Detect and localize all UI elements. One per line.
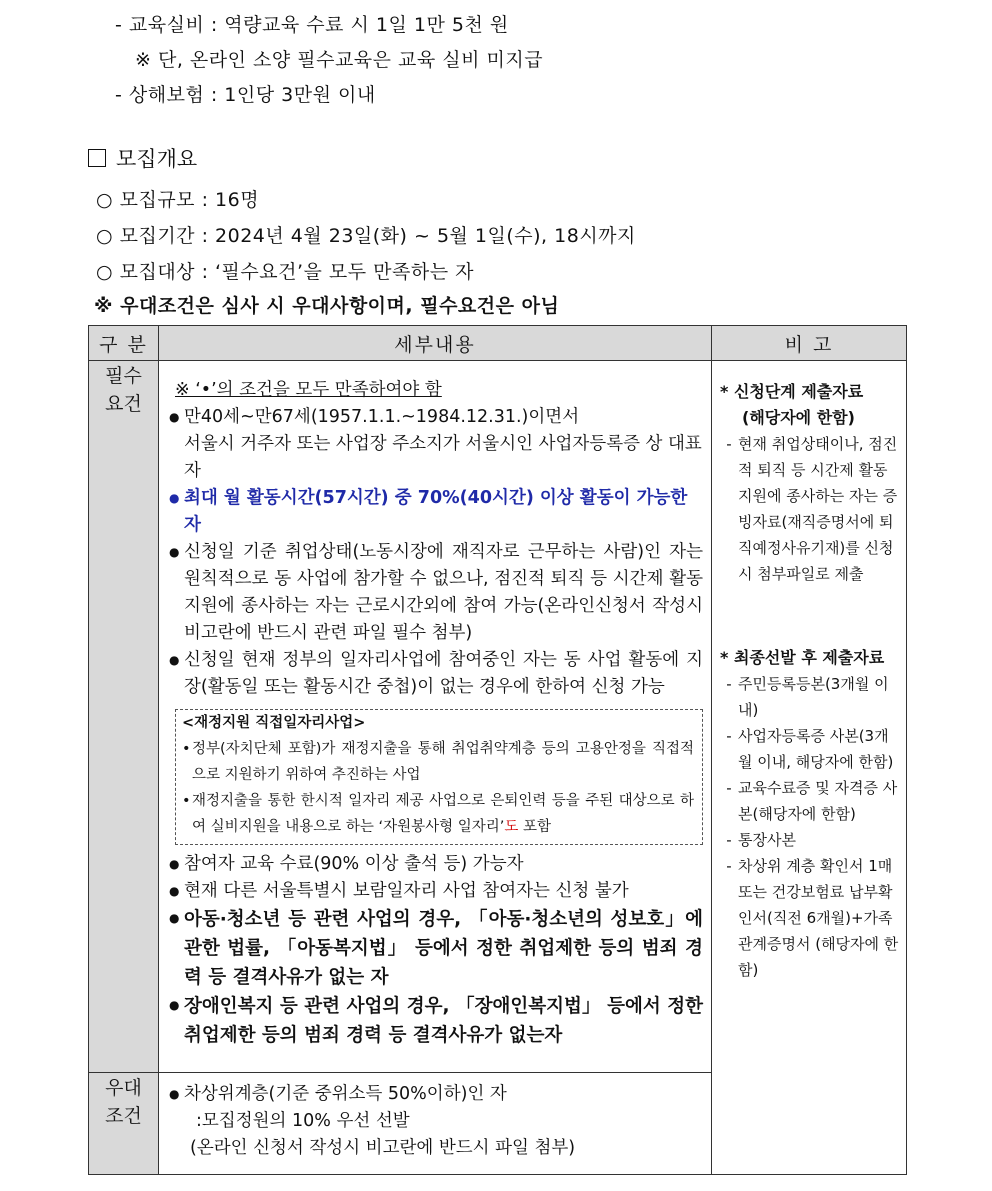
youth-condition: 아동·청소년 등 관련 사업의 경우, 「아동·청소년의 성보호」에 관한 법률, 「아동복지법」 등에서 정한 취업제한 등의 범죄 경력 등 결격사유가 없는 자 bbox=[184, 909, 703, 988]
list-item: ● 장애인복지 등 관련 사업의 경우, 「장애인복지법」 등에서 정한 취업제한 등의 범죄 경력 등 결격사유가 없는자 bbox=[169, 992, 703, 1050]
preferred-label: 우대 조건 bbox=[89, 1073, 159, 1175]
training-condition: 참여자 교육 수료(90% 이상 출석 등) 가능자 bbox=[184, 854, 524, 874]
list-item: - 사업자등록증 사본(3개월 이내, 해당자에 한함) bbox=[726, 727, 894, 771]
note-heading: * 최종선발 후 제출자료 bbox=[720, 648, 885, 667]
box-title: <재정지원 직접일자리사업> bbox=[182, 715, 366, 731]
preferred-item: 차상위계층(기준 중위소득 50%이하)인 자 bbox=[184, 1084, 507, 1104]
preference-note: ※ 우대조건은 심사 시 우대사항이며, 필수요건은 아님 bbox=[94, 295, 560, 317]
insurance-line: - 상해보험 : 1인당 3만원 이내 bbox=[115, 84, 376, 106]
section-heading bbox=[88, 143, 197, 173]
employment-condition: 신청일 기준 취업상태(노동시장에 재직자로 근무하는 사람)인 자는 원칙적으로 동 사업에 참가할 수 없으나, 점진적 퇴직 등 시간제 활동지원에 종사하는 자는 근로시간외에 참여 가능(온라인신청서 작성시 비고란에 반드시 관련 파일 필수 첨부) bbox=[184, 542, 703, 643]
required-content bbox=[159, 361, 712, 1073]
online-training-note: ※ 단, 온라인 소양 필수교육은 교육 실비 미지급 bbox=[135, 49, 544, 71]
list-item: - 교육수료증 및 자격증 사본(해당자에 한함) bbox=[726, 779, 898, 823]
list-item: ● 아동·청소년 등 관련 사업의 경우, 「아동·청소년의 성보호」에 관한 법률, 「아동복지법」 등에서 정한 취업제한 등의 범죄 경력 등 결격사유가 없는 자 bbox=[169, 905, 703, 992]
list-item: ● 신청일 현재 정부의 일자리사업에 참여중인 자는 동 사업 활동에 지장(활동일 또는 활동시간 중첩)이 없는 경우에 한하여 신청 가능 bbox=[169, 647, 703, 701]
list-item: ● 최대 월 활동시간(57시간) 중 70%(40시간) 이상 활동이 가능한 자 bbox=[169, 485, 703, 539]
header-category: 구 분 bbox=[89, 326, 159, 361]
required-intro: ※ ‘•’의 조건을 모두 만족하여야 함 bbox=[175, 380, 442, 400]
header-details: 세부내용 bbox=[159, 326, 712, 361]
hours-condition: 최대 월 활동시간(57시간) 중 70%(40시간) 이상 활동이 가능한 자 bbox=[184, 488, 688, 535]
header-remarks: 비 고 bbox=[712, 326, 907, 361]
list-item: ● 참여자 교육 수료(90% 이상 출석 등) 가능자 bbox=[169, 851, 703, 878]
residence-condition: 서울시 거주자 또는 사업장 주소지가 서울시인 사업자등록증 상 대표자 bbox=[184, 434, 702, 481]
preferred-sub2: (온라인 신청서 작성시 비고란에 반드시 파일 첨부) bbox=[190, 1138, 576, 1158]
checkbox-square-icon bbox=[88, 149, 106, 167]
list-item: - 주민등록등본(3개월 이내) bbox=[726, 675, 889, 719]
preferred-sub1: :모집정원의 10% 우선 선발 bbox=[196, 1111, 410, 1131]
gov-job-condition: 신청일 현재 정부의 일자리사업에 참여중인 자는 동 사업 활동에 지장(활동일 또는 활동시간 중첩)이 없는 경우에 한하여 신청 가능 bbox=[184, 650, 703, 697]
list-item: - 현재 취업상태이나, 점진적 퇴직 등 시간제 활동지원에 종사하는 자는 증빙자료(재직증명서에 퇴직예정사유기재)를 신청 시 첨부파일로 제출 bbox=[726, 435, 898, 583]
overview-period: ○ 모집기간 : 2024년 4월 23일(화) ~ 5월 1일(수), 18시까지 bbox=[96, 225, 636, 247]
list-item: ● 신청일 기준 취업상태(노동시장에 재직자로 근무하는 사람)인 자는 원칙적으로 동 사업에 참가할 수 없으나, 점진적 퇴직 등 시간제 활동지원에 종사하는 자는 근로시간외에 참여 가능(온라인신청서 작성시 비고란에 반드시 관련 파일 필수 첨부) bbox=[169, 539, 703, 647]
education-cost-line: - 교육실비 : 역량교육 수료 시 1일 1만 5천 원 bbox=[115, 14, 509, 36]
remarks-cell bbox=[712, 361, 907, 1175]
list-item: ● 현재 다른 서울특별시 보람일자리 사업 참여자는 신청 불가 bbox=[169, 878, 703, 905]
list-item: - 차상위 계층 확인서 1매 또는 건강보험료 납부확인서(직전 6개월)+가족관계증명서 (해당자에 한함) bbox=[726, 857, 899, 979]
list-item: ● 차상위계층(기준 중위소득 50%이하)인 자 :모집정원의 10% 우선 선발 (온라인 신청서 작성시 비고란에 반드시 파일 첨부) bbox=[169, 1084, 576, 1158]
list-item: • 재정지출을 통한 한시적 일자리 제공 사업으로 은퇴인력 등을 주된 대상으로 하여 실비지원을 내용으로 하는 ‘자원봉사형 일자리’도 포함 bbox=[182, 793, 694, 835]
age-condition: 만40세~만67세(1957.1.1.~1984.12.31.)이면서 bbox=[184, 407, 580, 427]
disability-condition: 장애인복지 등 관련 사업의 경우, 「장애인복지법」 등에서 정한 취업제한 등의 범죄 경력 등 결격사유가 없는자 bbox=[184, 996, 703, 1046]
other-project-condition: 현재 다른 서울특별시 보람일자리 사업 참여자는 신청 불가 bbox=[184, 881, 629, 901]
list-item: • 정부(자치단체 포함)가 재정지출을 통해 취업취약계층 등의 고용안정을 직접적으로 지원하기 위하여 추진하는 사업 bbox=[182, 741, 694, 783]
section-title: 모집개요 bbox=[116, 147, 198, 171]
requirements-table bbox=[88, 325, 907, 1175]
preferred-content bbox=[159, 1073, 712, 1175]
list-item: - 통장사본 bbox=[726, 831, 796, 849]
overview-target: ○ 모집대상 : ‘필수요건’을 모두 만족하는 자 bbox=[96, 261, 474, 283]
direct-job-box bbox=[175, 709, 703, 845]
list-item: ● 만40세~만67세(1957.1.1.~1984.12.31.)이면서 서울시 거주자 또는 사업장 주소지가 서울시인 사업자등록증 상 대표자 bbox=[169, 407, 702, 481]
required-label: 필수 요건 bbox=[89, 361, 159, 1073]
overview-scale: ○ 모집규모 : 16명 bbox=[96, 189, 260, 211]
note-subheading: (해당자에 한함) bbox=[742, 408, 855, 427]
note-heading: * 신청단계 제출자료 bbox=[720, 382, 864, 401]
